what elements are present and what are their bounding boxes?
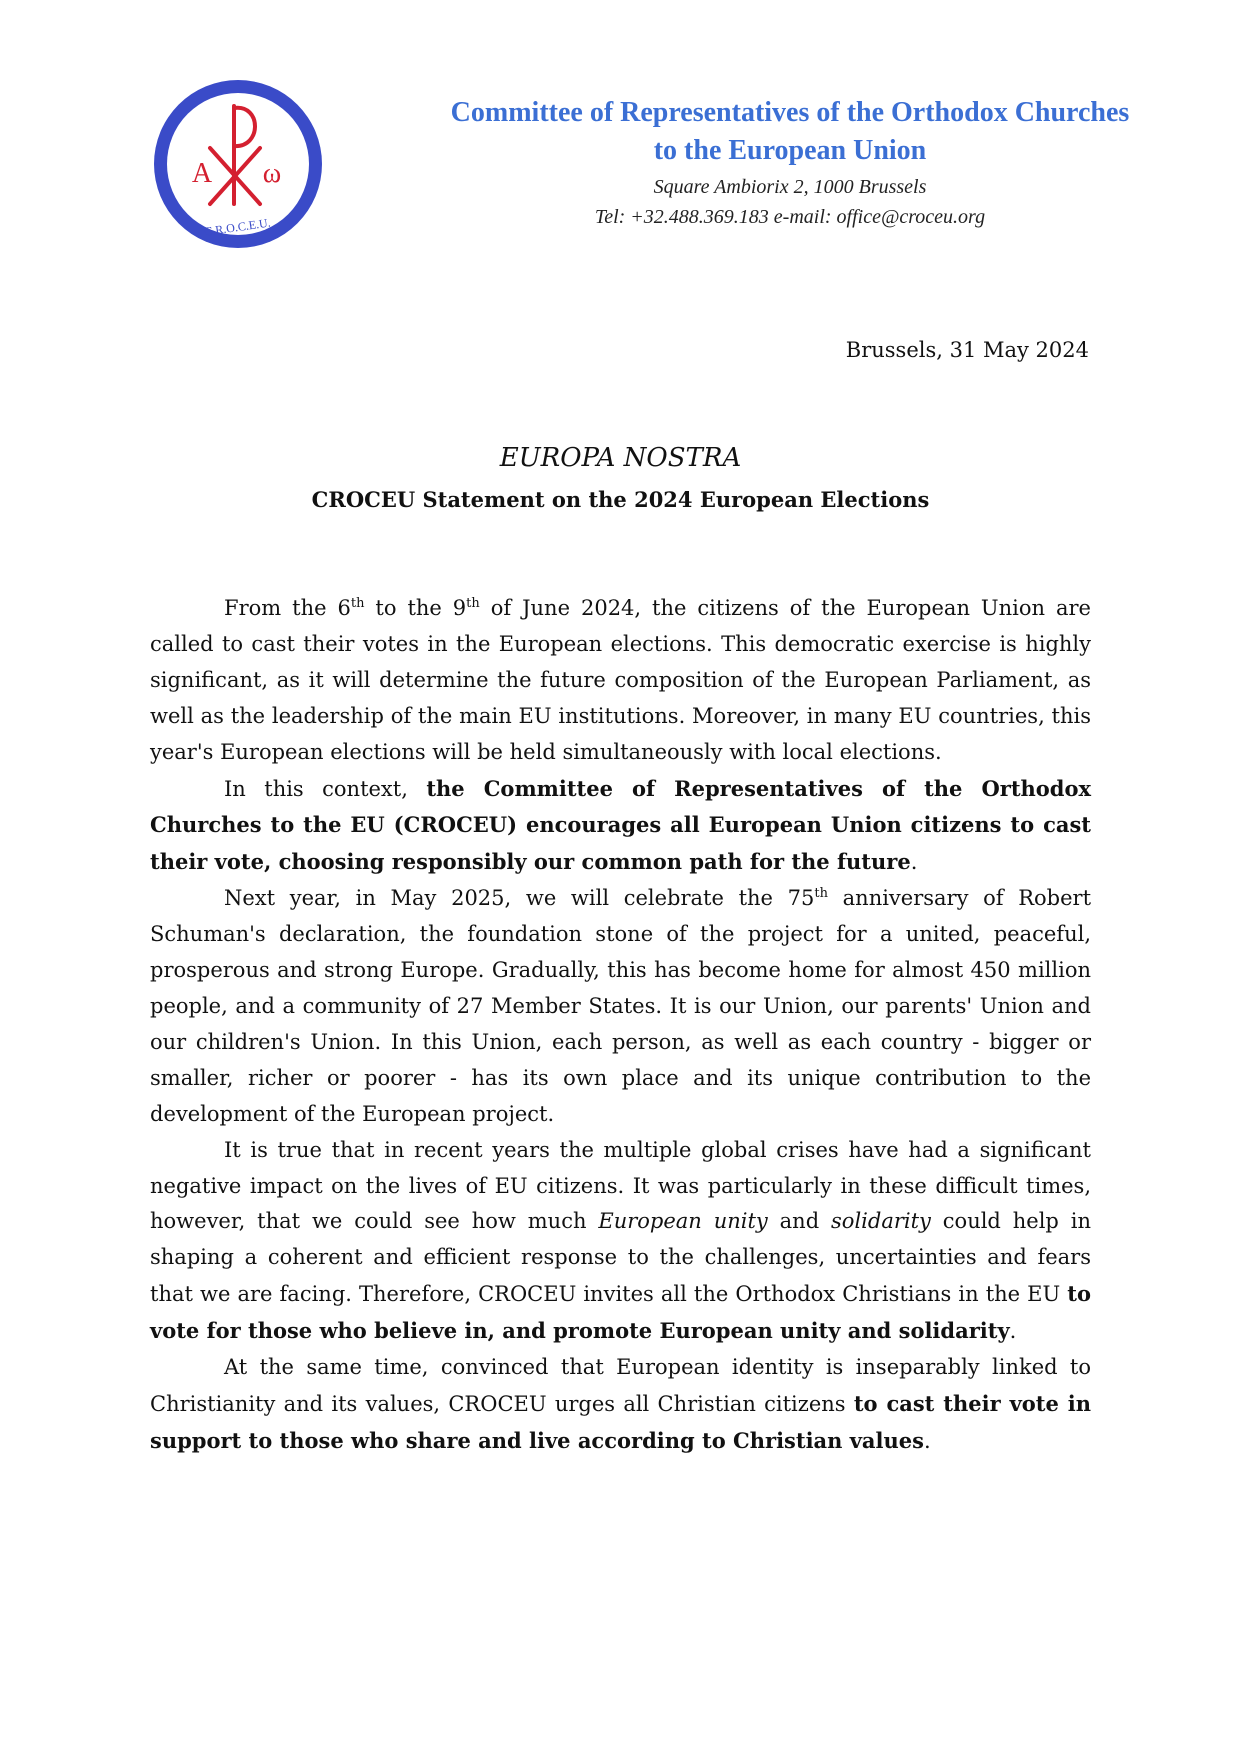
alpha-letter: A [191, 158, 213, 189]
p4-italic-2: solidarity [831, 1209, 931, 1234]
paragraph-3 [150, 881, 1091, 1132]
paragraph-4 [150, 1133, 1091, 1350]
p1-text-c: of June 2024, the citizens of the European Union are called to cast their votes in the European elections. This democratic exercise is highly significant, as it will determine the future composition of the European Parliament, as well as the leadership of the main EU institutions. Moreover, in many EU countries, this year's European elections will be held simultaneously with local elections. [150, 596, 1091, 764]
p3-text-b: anniversary of Robert Schuman's declaration, the foundation stone of the project for a united, peaceful, prosperous and strong Europe. Gradually, this has become home for almost 450 million people, and a community of 27 Member States. It is our Union, our parents' Union and our children's Union. In this Union, each person, as well as each country - bigger or smaller, richer or poorer - has its own place and its unique contribution to the development of the European project. [150, 886, 1092, 1126]
document-subtitle: CROCEU Statement on the 2024 European Elections [311, 487, 930, 512]
statement-date: Brussels, 31 May 2024 [845, 338, 1089, 362]
statement-body [150, 591, 1091, 1460]
p4-text-c: could help in shaping a coherent and efficient response to the challenges, uncertainties and fears that we are facing. Therefore, CROCEU invites all the Orthodox Christians in the EU [150, 1209, 1091, 1307]
org-name [395, 94, 1185, 170]
paragraph-2 [150, 771, 1091, 882]
croceu-logo [150, 76, 326, 252]
org-name-line2: to the European Union [653, 135, 927, 166]
org-name-line1: Committee of Representatives of the Orthodox Churches [450, 97, 1130, 128]
paragraph-5 [150, 1350, 1091, 1460]
document-title: EUROPA NOSTRA [499, 443, 742, 473]
p4-italic-1: European unity [598, 1209, 768, 1234]
org-address: Square Ambiorix 2, 1000 Brussels [653, 176, 927, 198]
p3-sup: th [814, 886, 828, 902]
org-contact: Tel: +32.488.369.183 e-mail: office@croceu.org [594, 206, 986, 228]
p2-bold: the Committee of Representatives of the Orthodox Churches to the EU (CROCEU) encourages all European Union citizens to cast their vote, choosing responsibly our common path for the future [150, 775, 1092, 875]
paragraph-1 [150, 591, 1091, 771]
p1-sup-2: th [466, 596, 480, 611]
p5-text-a: At the same time, convinced that European identity is inseparably linked to Christianity and its values, CROCEU urges all Christian citizens [150, 1355, 1091, 1416]
p4-text-b: and [767, 1209, 832, 1234]
p1-text-a: From the 6 [224, 596, 351, 620]
p2-text-a: In this context, [224, 776, 427, 801]
p5-text-b: . [923, 1428, 931, 1453]
omega-letter: ω [262, 158, 282, 189]
p4-text-d: . [1009, 1319, 1017, 1344]
org-contact-block [395, 172, 1185, 232]
p2-text-b: . [910, 850, 918, 875]
p1-text-b: to the 9 [364, 596, 467, 620]
logo-ring-text: C.R.O.C.E.U. [203, 215, 272, 239]
p5-bold: to cast their vote in support to those who share and live according to Christian values [150, 1390, 1091, 1453]
p4-bold: to vote for those who believe in, and promote European unity and solidarity [150, 1281, 1091, 1344]
p3-text-a: Next year, in May 2025, we will celebrate the 75 [224, 886, 815, 911]
p4-text-a: It is true that in recent years the multiple global crises have had a significant negative impact on the lives of EU citizens. It was particularly in these difficult times, however, that we could see how much [150, 1137, 1091, 1234]
p1-sup-1: th [350, 596, 365, 611]
